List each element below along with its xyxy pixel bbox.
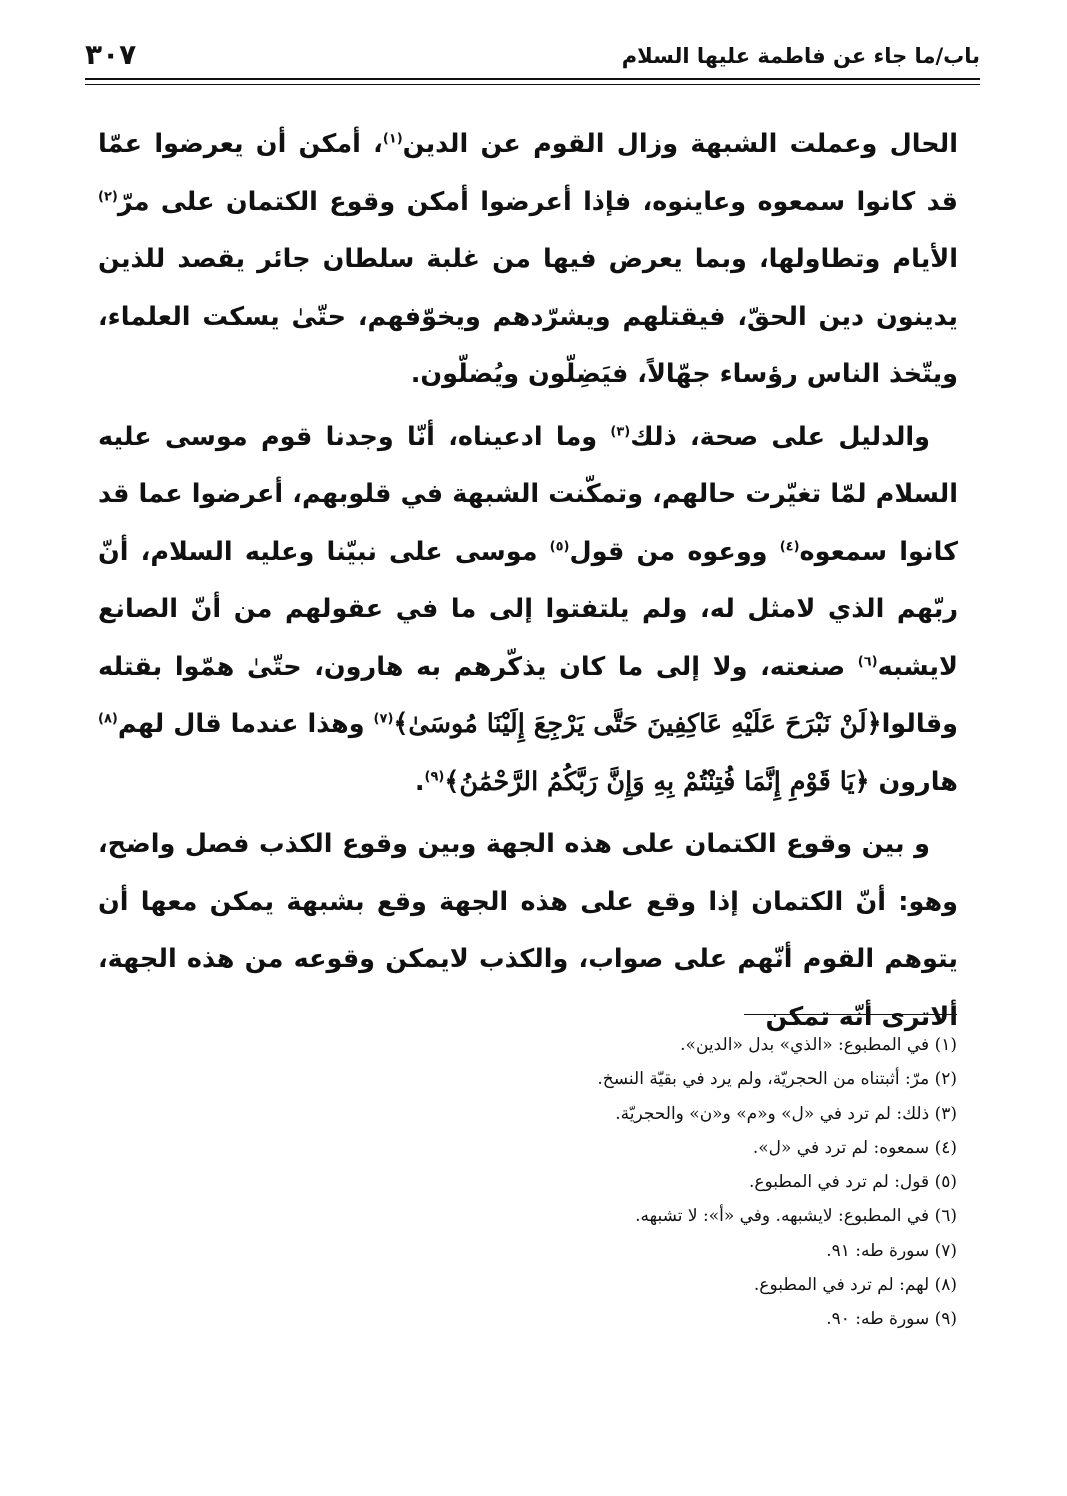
text-run: و بين وقوع الكتمان على هذه الجهة وبين وقوع الكذب فصل واضح، وهو: أنّ الكتمان إذا وقع على هذه الجهة وقع بشبهة يمكن معها أن يتوهم القوم أنّهم على صواب، والكذب لايمكن وقوعه من هذه الجهة، ألاترى أنّه تمكن [98, 829, 958, 1032]
footnote: (٩) سورة طه: ٩٠. [826, 1309, 957, 1330]
footnote: (٨) لهم: لم ترد في المطبوع. [753, 1275, 957, 1296]
quran-quote: ﴿يَا قَوْمِ إِنَّمَا فُتِنْتُمْ بِهِ وَإِنَّ رَبَّكُمُ الرَّحْمَٰنُ﴾ [444, 766, 870, 797]
text-run: الأيام وتطاولها، وبما يعرض فيها من غلبة سلطان جائر يقصد للذين يدينون دين الحقّ، فيقتلهم ويشرّدهم ويخوّفهم، حتّىٰ يسكت العلماء، ويتّخذ الناس رؤساء جهّالاً، فيَضِلّون ويُضلّون. [98, 244, 958, 389]
footnote: (٢) مرّ: أثبتناه من الحجريّة، ولم يرد في بقيّة النسخ. [597, 1069, 957, 1090]
quran-quote: ﴿لَنْ نَبْرَحَ عَلَيْهِ عَاكِفِينَ حَتَّى يَرْجِعَ إِلَيْنَا مُوسَىٰ﴾ [393, 709, 882, 739]
footnote-ref: (٩) [424, 769, 445, 784]
footnote: (٦) في المطبوع: لايشبهه. وفي «أ»: لا تشبهه. [635, 1206, 957, 1227]
text-run: الحال وعملت الشبهة وزال القوم عن الدين [402, 129, 958, 159]
text-run: صنعته، ولا إلى ما كان يذكّرهم به هارون، حتّىٰ همّوا بقتله وقالوا [98, 651, 958, 739]
header-rule [85, 78, 980, 80]
footnote: (٤) سمعوه: لم ترد في «ل». [752, 1137, 957, 1158]
paragraph [98, 116, 958, 404]
footnote: (٧) سورة طه: ٩١. [826, 1240, 957, 1261]
footnote-ref: (١) [382, 131, 403, 147]
page-number: ٣٠٧ [85, 38, 137, 71]
footnote-ref: (٢) [98, 189, 118, 204]
text-run: موسى على نبيّنا وعليه السلام، أنّ ربّهم الذي لامثل له، ولم يلتفتوا إلى ما في عقولهم من أنّ الصانع لايشبه [98, 536, 958, 682]
footnote-ref: (٧) [373, 711, 394, 727]
main-text [98, 116, 958, 1051]
header-rule-thin [85, 84, 980, 85]
text-run: وما ادعيناه، أنّا وجدنا قوم موسى عليه السلام لمّا تغيّرت حالهم، وتمكّنت الشبهة في قلوبهم، أعرضوا عما قد كانوا سمعوه [98, 421, 959, 567]
footnote-ref: (٤) [779, 539, 800, 554]
page-header [85, 38, 980, 78]
text-run: . [414, 766, 425, 797]
footnote-ref: (٥) [549, 539, 570, 554]
text-run: هارون [869, 766, 958, 797]
paragraph [98, 409, 958, 812]
text-run: والدليل على صحة، ذلك [630, 421, 930, 452]
footnote: (٥) قول: لم ترد في المطبوع. [748, 1172, 957, 1193]
footnote-ref: (٣) [610, 424, 631, 439]
text-run: ، أمكن أن يعرضوا عمّا قد كانوا سمعوه وعاينوه، فإذا أعرضوا أمكن وقوع الكتمان على مرّ [98, 129, 958, 217]
footnote-separator [744, 1014, 957, 1015]
paragraph [98, 816, 958, 1046]
footnote: (١) في المطبوع: «الذي» بدل «الدين». [680, 1035, 957, 1055]
text-run: وهذا عندما قال لهم [117, 709, 374, 739]
footnote: (٣) ذلك: لم ترد في «ل» و«م» و«ن» والحجريّة. [615, 1103, 957, 1124]
running-title: باب/ما جاء عن فاطمة عليها السلام [621, 44, 980, 68]
footnote-ref: (٦) [857, 654, 878, 669]
footnote-ref: (٨) [98, 711, 118, 727]
text-run: ووعوه من قول [569, 536, 780, 567]
footnotes [257, 1028, 957, 1337]
